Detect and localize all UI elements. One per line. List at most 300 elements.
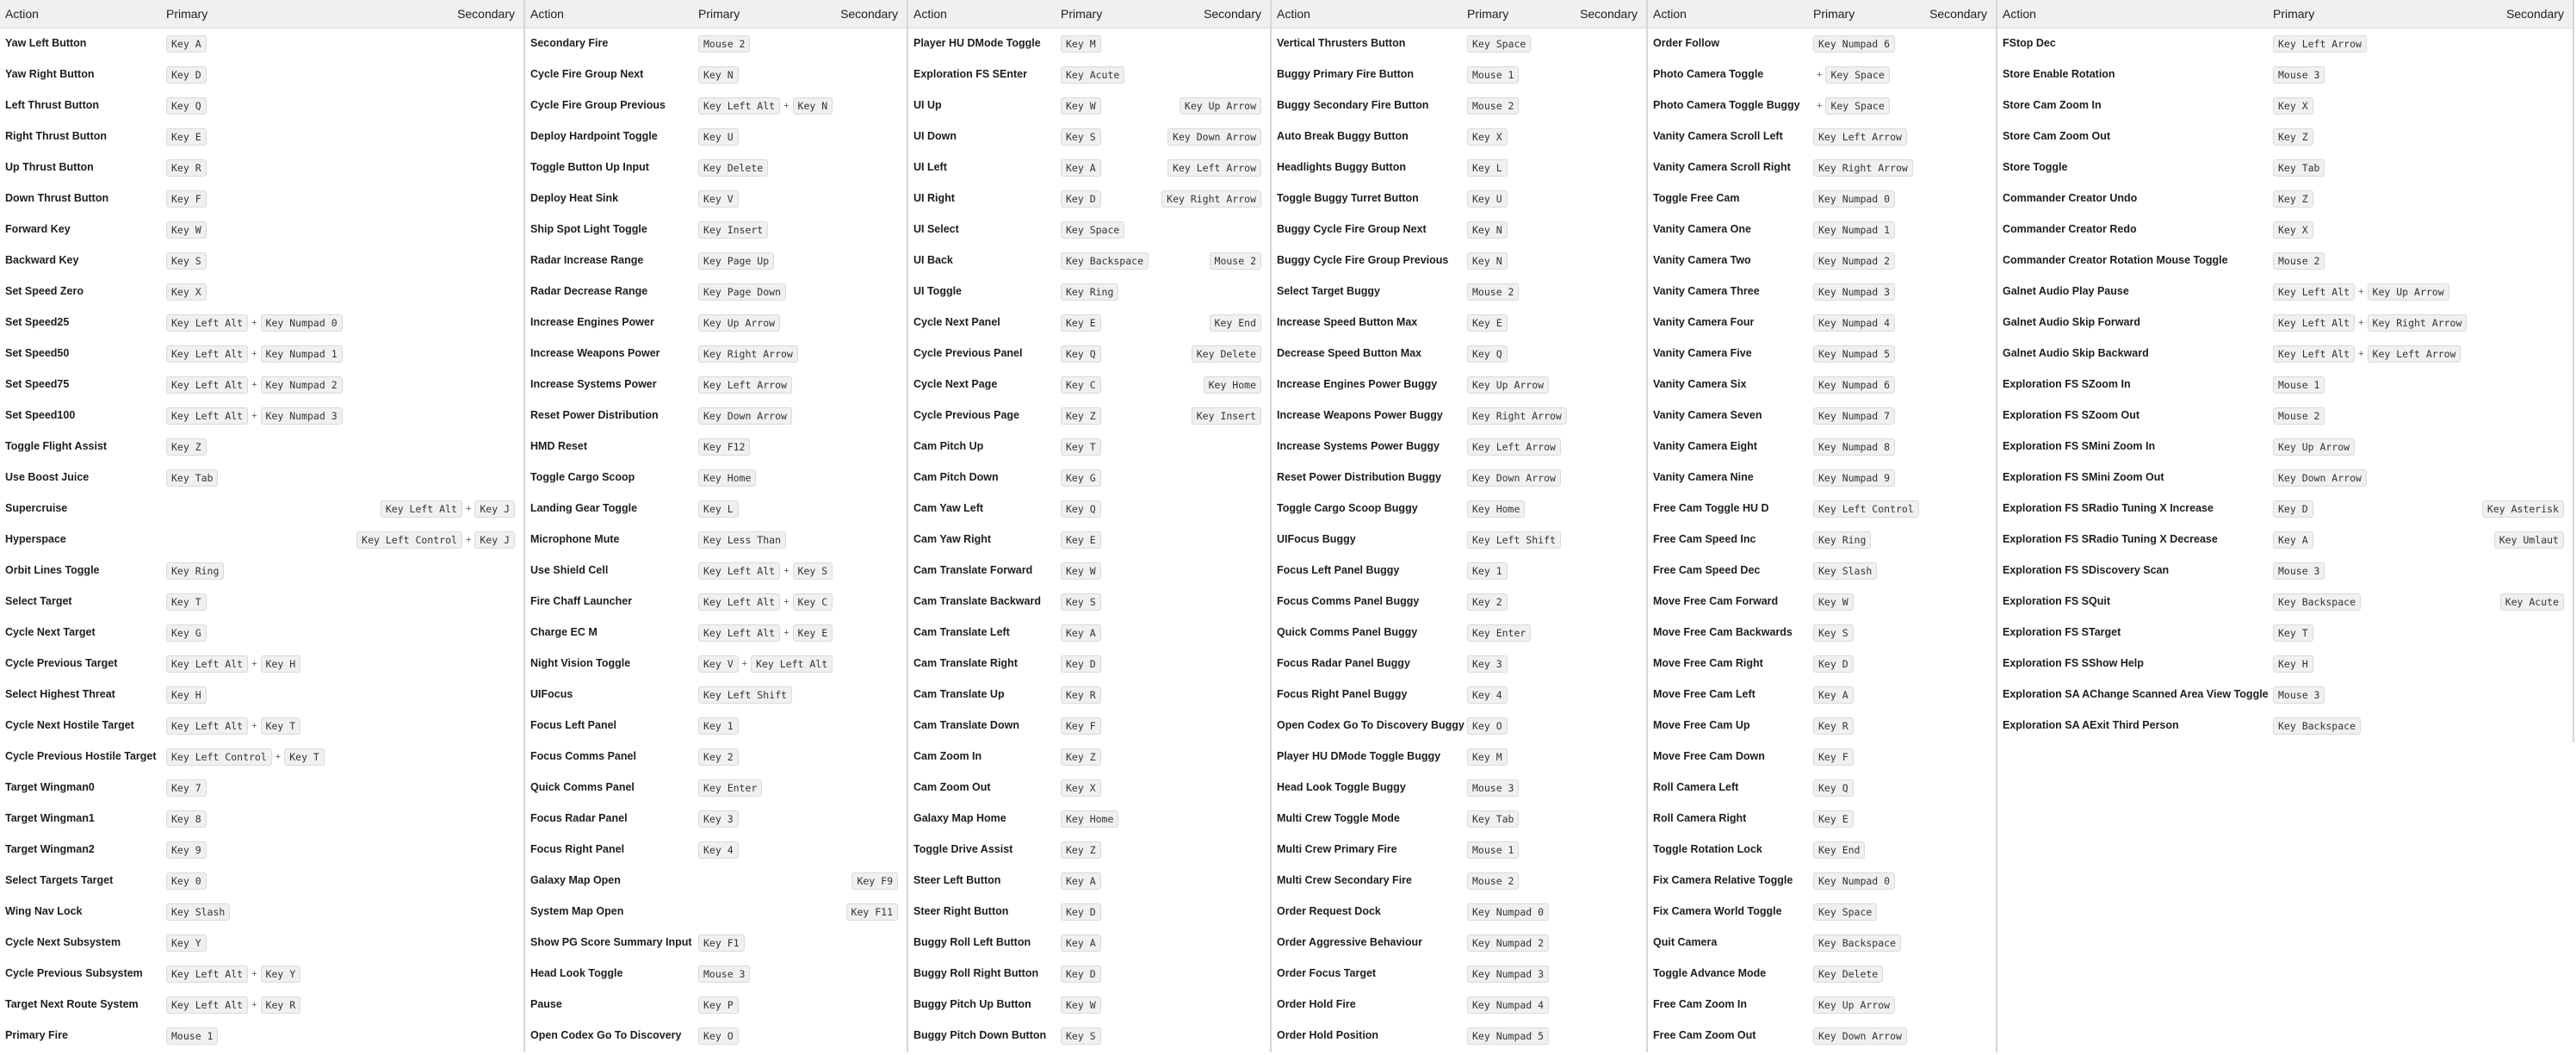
binding-row[interactable] (1648, 928, 1996, 959)
primary-binding[interactable] (1813, 500, 1919, 518)
primary-binding[interactable] (698, 97, 833, 115)
binding-row[interactable] (908, 680, 1270, 711)
primary-binding[interactable] (1813, 1027, 1907, 1045)
primary-binding[interactable] (166, 810, 207, 828)
primary-binding[interactable] (1061, 686, 1101, 704)
binding-row[interactable] (0, 990, 523, 1021)
binding-row[interactable] (1648, 369, 1996, 400)
binding-row[interactable] (525, 59, 907, 90)
primary-binding[interactable] (1813, 314, 1895, 332)
binding-row[interactable] (1272, 90, 1646, 121)
binding-row[interactable] (1272, 183, 1646, 214)
binding-row[interactable] (1648, 276, 1996, 307)
binding-row[interactable] (525, 90, 907, 121)
primary-binding[interactable] (2273, 686, 2325, 704)
primary-binding[interactable] (1813, 996, 1895, 1014)
binding-row[interactable] (1272, 524, 1646, 555)
binding-row[interactable] (0, 742, 523, 773)
binding-row[interactable] (908, 493, 1270, 524)
binding-row[interactable] (1648, 990, 1996, 1021)
primary-binding[interactable] (1813, 252, 1895, 270)
primary-binding[interactable] (698, 345, 798, 363)
binding-row[interactable] (908, 773, 1270, 804)
primary-binding[interactable] (1467, 35, 1531, 53)
secondary-binding[interactable] (1161, 190, 1261, 208)
primary-binding[interactable] (1467, 562, 1508, 580)
binding-row[interactable] (908, 28, 1270, 59)
binding-row[interactable] (908, 524, 1270, 555)
primary-binding[interactable] (166, 221, 207, 239)
binding-row[interactable] (1272, 121, 1646, 152)
binding-row[interactable] (908, 90, 1270, 121)
binding-row[interactable] (1648, 121, 1996, 152)
binding-row[interactable] (1272, 307, 1646, 338)
binding-row[interactable] (1272, 586, 1646, 617)
binding-row[interactable] (0, 28, 523, 59)
binding-row[interactable] (1997, 59, 2573, 90)
binding-row[interactable] (525, 680, 907, 711)
primary-binding[interactable] (698, 35, 750, 53)
primary-binding[interactable] (1061, 345, 1101, 363)
primary-binding[interactable] (1813, 748, 1854, 766)
primary-binding[interactable] (1467, 686, 1508, 704)
primary-binding[interactable] (166, 376, 343, 394)
binding-row[interactable] (1997, 90, 2573, 121)
binding-row[interactable] (525, 835, 907, 866)
binding-row[interactable] (908, 338, 1270, 369)
binding-row[interactable] (1648, 804, 1996, 835)
binding-row[interactable] (1997, 711, 2573, 742)
secondary-binding[interactable] (1204, 376, 1261, 394)
primary-binding[interactable] (2273, 407, 2325, 425)
primary-binding[interactable] (1061, 965, 1101, 983)
primary-binding[interactable] (1061, 717, 1101, 735)
binding-row[interactable] (908, 586, 1270, 617)
primary-binding[interactable] (166, 841, 207, 859)
binding-row[interactable] (908, 276, 1270, 307)
binding-row[interactable] (908, 369, 1270, 400)
binding-row[interactable] (908, 121, 1270, 152)
binding-row[interactable] (0, 90, 523, 121)
binding-row[interactable] (1997, 524, 2573, 555)
binding-row[interactable] (908, 897, 1270, 928)
primary-binding[interactable] (166, 190, 207, 208)
primary-binding[interactable] (1061, 593, 1101, 611)
binding-row[interactable] (525, 462, 907, 493)
primary-binding[interactable] (2273, 252, 2325, 270)
primary-binding[interactable] (1061, 35, 1101, 53)
primary-binding[interactable] (1467, 1027, 1549, 1045)
binding-row[interactable] (0, 555, 523, 586)
binding-row[interactable] (1648, 586, 1996, 617)
primary-binding[interactable] (2273, 221, 2313, 239)
primary-binding[interactable] (166, 748, 325, 766)
binding-row[interactable] (525, 742, 907, 773)
binding-row[interactable] (1648, 152, 1996, 183)
primary-binding[interactable] (698, 438, 750, 456)
binding-row[interactable] (1648, 245, 1996, 276)
binding-row[interactable] (1997, 276, 2573, 307)
binding-row[interactable] (0, 649, 523, 680)
primary-binding[interactable] (1813, 934, 1901, 952)
primary-binding[interactable] (1061, 128, 1101, 146)
binding-row[interactable] (908, 245, 1270, 276)
primary-binding[interactable] (698, 190, 739, 208)
primary-binding[interactable] (698, 1027, 739, 1045)
binding-row[interactable] (0, 959, 523, 990)
primary-binding[interactable] (1813, 810, 1854, 828)
binding-row[interactable] (0, 369, 523, 400)
binding-row[interactable] (1272, 742, 1646, 773)
binding-row[interactable] (1272, 400, 1646, 431)
primary-binding[interactable] (1813, 717, 1854, 735)
binding-row[interactable] (1648, 897, 1996, 928)
primary-binding[interactable] (166, 655, 300, 673)
primary-binding[interactable] (2273, 97, 2313, 115)
binding-row[interactable] (0, 307, 523, 338)
primary-binding[interactable] (1813, 686, 1854, 704)
primary-binding[interactable] (1813, 407, 1895, 425)
primary-binding[interactable] (1061, 779, 1101, 797)
primary-binding[interactable] (1813, 376, 1895, 394)
binding-row[interactable] (1997, 462, 2573, 493)
binding-row[interactable] (908, 1021, 1270, 1052)
primary-binding[interactable] (2273, 66, 2325, 84)
binding-row[interactable] (0, 586, 523, 617)
binding-row[interactable] (1272, 369, 1646, 400)
binding-row[interactable] (525, 617, 907, 649)
binding-row[interactable] (1997, 493, 2573, 524)
binding-row[interactable] (525, 524, 907, 555)
binding-row[interactable] (525, 928, 907, 959)
binding-row[interactable] (525, 28, 907, 59)
binding-row[interactable] (1648, 400, 1996, 431)
primary-binding[interactable] (1061, 252, 1149, 270)
binding-row[interactable] (1272, 680, 1646, 711)
secondary-binding[interactable] (846, 903, 898, 921)
binding-row[interactable] (0, 214, 523, 245)
binding-row[interactable] (1997, 369, 2573, 400)
secondary-binding[interactable] (1167, 128, 1261, 146)
binding-row[interactable] (525, 245, 907, 276)
binding-row[interactable] (908, 866, 1270, 897)
binding-row[interactable] (525, 369, 907, 400)
binding-row[interactable] (0, 462, 523, 493)
binding-row[interactable] (908, 742, 1270, 773)
primary-binding[interactable] (1061, 903, 1101, 921)
binding-row[interactable] (1272, 214, 1646, 245)
primary-binding[interactable] (166, 469, 218, 487)
primary-binding[interactable] (1061, 624, 1101, 642)
binding-row[interactable] (1997, 245, 2573, 276)
primary-binding[interactable] (1061, 66, 1124, 84)
primary-binding[interactable] (166, 252, 207, 270)
primary-binding[interactable] (166, 934, 207, 952)
secondary-binding[interactable] (1167, 159, 1261, 177)
primary-binding[interactable] (698, 159, 768, 177)
primary-binding[interactable] (1061, 562, 1101, 580)
binding-row[interactable] (0, 773, 523, 804)
binding-row[interactable] (1997, 28, 2573, 59)
primary-binding[interactable] (698, 314, 780, 332)
binding-row[interactable] (1272, 928, 1646, 959)
primary-binding[interactable] (1061, 872, 1101, 890)
binding-row[interactable] (908, 307, 1270, 338)
binding-row[interactable] (1997, 121, 2573, 152)
binding-row[interactable] (525, 897, 907, 928)
primary-binding[interactable] (166, 779, 207, 797)
primary-binding[interactable] (698, 655, 833, 673)
binding-row[interactable] (1648, 59, 1996, 90)
binding-row[interactable] (0, 276, 523, 307)
primary-binding[interactable] (2273, 469, 2367, 487)
primary-binding[interactable] (1061, 996, 1101, 1014)
binding-row[interactable] (1648, 462, 1996, 493)
binding-row[interactable] (1648, 835, 1996, 866)
primary-binding[interactable] (2273, 345, 2461, 363)
primary-binding[interactable] (1467, 965, 1549, 983)
primary-binding[interactable] (1813, 97, 1890, 115)
binding-row[interactable] (525, 1021, 907, 1052)
primary-binding[interactable] (1467, 593, 1508, 611)
primary-binding[interactable] (1467, 159, 1508, 177)
primary-binding[interactable] (1467, 283, 1519, 301)
binding-row[interactable] (525, 804, 907, 835)
primary-binding[interactable] (698, 934, 745, 952)
primary-binding[interactable] (2273, 159, 2325, 177)
primary-binding[interactable] (698, 283, 786, 301)
primary-binding[interactable] (2273, 500, 2313, 518)
binding-row[interactable] (1648, 524, 1996, 555)
primary-binding[interactable] (1061, 283, 1118, 301)
primary-binding[interactable] (2273, 283, 2449, 301)
secondary-binding[interactable] (356, 531, 515, 549)
binding-row[interactable] (525, 493, 907, 524)
primary-binding[interactable] (1813, 159, 1913, 177)
binding-row[interactable] (908, 928, 1270, 959)
binding-row[interactable] (1648, 307, 1996, 338)
binding-row[interactable] (1272, 152, 1646, 183)
binding-row[interactable] (525, 649, 907, 680)
binding-row[interactable] (1648, 1021, 1996, 1052)
primary-binding[interactable] (698, 469, 756, 487)
binding-row[interactable] (1272, 245, 1646, 276)
binding-row[interactable] (1997, 214, 2573, 245)
binding-row[interactable] (1997, 680, 2573, 711)
primary-binding[interactable] (1467, 872, 1519, 890)
primary-binding[interactable] (166, 965, 300, 983)
primary-binding[interactable] (1061, 469, 1101, 487)
primary-binding[interactable] (1813, 128, 1907, 146)
binding-row[interactable] (0, 680, 523, 711)
binding-row[interactable] (525, 338, 907, 369)
primary-binding[interactable] (1467, 717, 1508, 735)
binding-row[interactable] (1997, 617, 2573, 649)
primary-binding[interactable] (1467, 655, 1508, 673)
primary-binding[interactable] (1813, 624, 1854, 642)
binding-row[interactable] (1272, 462, 1646, 493)
binding-row[interactable] (525, 214, 907, 245)
secondary-binding[interactable] (1192, 345, 1261, 363)
primary-binding[interactable] (166, 686, 207, 704)
binding-row[interactable] (525, 276, 907, 307)
primary-binding[interactable] (1467, 97, 1519, 115)
binding-row[interactable] (1997, 586, 2573, 617)
binding-row[interactable] (1272, 773, 1646, 804)
primary-binding[interactable] (2273, 35, 2367, 53)
binding-row[interactable] (0, 183, 523, 214)
binding-row[interactable] (525, 990, 907, 1021)
primary-binding[interactable] (1813, 872, 1895, 890)
binding-row[interactable] (1272, 897, 1646, 928)
secondary-binding[interactable] (1192, 407, 1261, 425)
primary-binding[interactable] (1467, 128, 1508, 146)
binding-row[interactable] (1648, 617, 1996, 649)
primary-binding[interactable] (2273, 531, 2313, 549)
primary-binding[interactable] (1813, 903, 1877, 921)
binding-row[interactable] (0, 431, 523, 462)
binding-row[interactable] (1997, 555, 2573, 586)
binding-row[interactable] (1648, 493, 1996, 524)
binding-row[interactable] (525, 183, 907, 214)
primary-binding[interactable] (2273, 128, 2313, 146)
secondary-binding[interactable] (1210, 314, 1261, 332)
binding-row[interactable] (1272, 959, 1646, 990)
binding-row[interactable] (1997, 338, 2573, 369)
primary-binding[interactable] (2273, 655, 2313, 673)
primary-binding[interactable] (698, 66, 739, 84)
binding-row[interactable] (1648, 338, 1996, 369)
binding-row[interactable] (1272, 804, 1646, 835)
binding-row[interactable] (908, 59, 1270, 90)
primary-binding[interactable] (1813, 66, 1890, 84)
binding-row[interactable] (1272, 338, 1646, 369)
primary-binding[interactable] (698, 810, 739, 828)
binding-row[interactable] (0, 1021, 523, 1052)
binding-row[interactable] (1648, 555, 1996, 586)
primary-binding[interactable] (1467, 748, 1508, 766)
binding-row[interactable] (908, 400, 1270, 431)
primary-binding[interactable] (1467, 190, 1508, 208)
primary-binding[interactable] (2273, 624, 2313, 642)
primary-binding[interactable] (1813, 593, 1854, 611)
primary-binding[interactable] (1467, 407, 1567, 425)
secondary-binding[interactable] (381, 500, 515, 518)
binding-row[interactable] (1272, 59, 1646, 90)
binding-row[interactable] (0, 59, 523, 90)
binding-row[interactable] (908, 990, 1270, 1021)
primary-binding[interactable] (1813, 469, 1895, 487)
primary-binding[interactable] (698, 841, 739, 859)
binding-row[interactable] (0, 897, 523, 928)
binding-row[interactable] (908, 617, 1270, 649)
primary-binding[interactable] (2273, 438, 2355, 456)
primary-binding[interactable] (166, 407, 343, 425)
binding-row[interactable] (908, 431, 1270, 462)
primary-binding[interactable] (166, 345, 343, 363)
binding-row[interactable] (525, 152, 907, 183)
primary-binding[interactable] (1467, 996, 1549, 1014)
binding-row[interactable] (0, 400, 523, 431)
secondary-binding[interactable] (2482, 500, 2564, 518)
primary-binding[interactable] (1813, 531, 1871, 549)
binding-row[interactable] (525, 431, 907, 462)
primary-binding[interactable] (166, 97, 207, 115)
binding-row[interactable] (0, 152, 523, 183)
primary-binding[interactable] (1813, 841, 1865, 859)
primary-binding[interactable] (1813, 345, 1895, 363)
primary-binding[interactable] (1061, 314, 1101, 332)
binding-row[interactable] (525, 307, 907, 338)
binding-row[interactable] (1272, 493, 1646, 524)
binding-row[interactable] (1272, 649, 1646, 680)
primary-binding[interactable] (1813, 438, 1895, 456)
binding-row[interactable] (908, 835, 1270, 866)
primary-binding[interactable] (1467, 376, 1549, 394)
binding-row[interactable] (1272, 431, 1646, 462)
primary-binding[interactable] (698, 624, 833, 642)
binding-row[interactable] (1648, 773, 1996, 804)
primary-binding[interactable] (1061, 500, 1101, 518)
primary-binding[interactable] (2273, 593, 2361, 611)
primary-binding[interactable] (1813, 35, 1895, 53)
binding-row[interactable] (908, 959, 1270, 990)
binding-row[interactable] (525, 773, 907, 804)
primary-binding[interactable] (1061, 810, 1118, 828)
binding-row[interactable] (1272, 1021, 1646, 1052)
primary-binding[interactable] (698, 965, 750, 983)
binding-row[interactable] (0, 835, 523, 866)
primary-binding[interactable] (1061, 97, 1101, 115)
binding-row[interactable] (1997, 400, 2573, 431)
primary-binding[interactable] (2273, 562, 2325, 580)
binding-row[interactable] (1648, 431, 1996, 462)
primary-binding[interactable] (166, 562, 224, 580)
binding-row[interactable] (0, 617, 523, 649)
primary-binding[interactable] (1061, 438, 1101, 456)
binding-row[interactable] (908, 462, 1270, 493)
primary-binding[interactable] (1467, 469, 1561, 487)
primary-binding[interactable] (166, 128, 207, 146)
primary-binding[interactable] (1467, 66, 1519, 84)
primary-binding[interactable] (1467, 221, 1508, 239)
binding-row[interactable] (1997, 183, 2573, 214)
primary-binding[interactable] (1061, 190, 1101, 208)
binding-row[interactable] (525, 121, 907, 152)
primary-binding[interactable] (166, 66, 207, 84)
secondary-binding[interactable] (851, 872, 898, 890)
binding-row[interactable] (1648, 680, 1996, 711)
binding-row[interactable] (1997, 431, 2573, 462)
binding-row[interactable] (908, 711, 1270, 742)
primary-binding[interactable] (1813, 283, 1895, 301)
primary-binding[interactable] (1467, 779, 1519, 797)
binding-row[interactable] (1272, 28, 1646, 59)
binding-row[interactable] (1272, 990, 1646, 1021)
binding-row[interactable] (525, 555, 907, 586)
primary-binding[interactable] (698, 996, 739, 1014)
binding-row[interactable] (908, 555, 1270, 586)
primary-binding[interactable] (2273, 314, 2467, 332)
primary-binding[interactable] (1467, 624, 1531, 642)
binding-row[interactable] (1648, 183, 1996, 214)
primary-binding[interactable] (1813, 655, 1854, 673)
primary-binding[interactable] (2273, 376, 2325, 394)
primary-binding[interactable] (166, 35, 207, 53)
binding-row[interactable] (908, 152, 1270, 183)
primary-binding[interactable] (1467, 345, 1508, 363)
primary-binding[interactable] (166, 283, 207, 301)
